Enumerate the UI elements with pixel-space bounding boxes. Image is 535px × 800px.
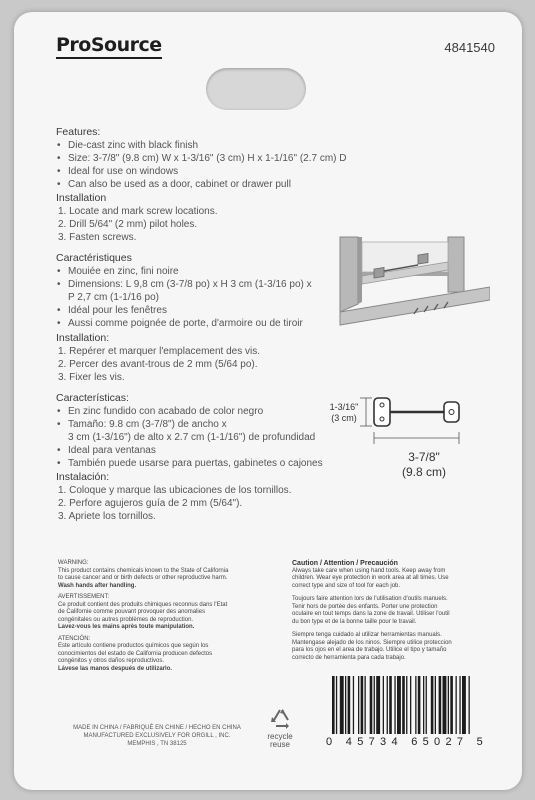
hang-hole (206, 68, 306, 110)
caution-block (292, 560, 512, 662)
install-heading-es: Instalación: (56, 471, 110, 483)
warning-line: conocimientos del estado de California producen defectos (58, 650, 213, 657)
height-inches: 1-3/16" (329, 402, 359, 412)
install-step: 1. Coloque y marque las ubicaciones de los tornillos. (58, 485, 292, 496)
features-list-en (56, 139, 347, 191)
hook-drawing (348, 392, 478, 452)
feature-item-continued: 3 cm (1-3/16") de alto x 2.7 cm (1-1/16") de profundidad (68, 432, 316, 443)
install-step: 2. Percer des avant-trous de 2 mm (5/64 po). (58, 359, 258, 370)
feature-item: • Tamaño: 9.8 cm (3-7/8") de ancho x (56, 418, 323, 431)
features-heading-es: Características: (56, 392, 129, 404)
brand-logo: ProSource (56, 34, 162, 56)
dimension-diagram (329, 392, 478, 479)
install-step: 1. Locate and mark screw locations. (58, 206, 218, 217)
features-heading-fr: Caractéristiques (56, 252, 132, 264)
install-step: 3. Fixer les vis. (58, 372, 125, 383)
install-step: 3. Fasten screws. (58, 232, 137, 243)
install-heading-fr: Installation: (56, 332, 110, 344)
install-step: 2. Drill 5/64" (2 mm) pilot holes. (58, 219, 198, 230)
caution-line: oculaire en tout temps dans la zone de travail. Utiliser l'outil (292, 611, 450, 617)
feature-item: • Idéal pour les fenêtres (56, 304, 312, 317)
caution-line: Toujours faire attention lors de l'utilisation d'outils manuels. (292, 596, 448, 602)
caution-title: Caution / Attention / Precaución (292, 560, 398, 567)
width-dimension (394, 450, 454, 480)
window-installation-illustration (330, 232, 490, 332)
feature-item: • Ideal for use on windows (56, 165, 347, 178)
recycle-label: recycle (267, 732, 293, 741)
warning-line: Este artículo contiene productos químicos que según los (58, 643, 209, 649)
sku-number: 4841540 (444, 40, 495, 55)
made-in-statement (62, 724, 252, 748)
warning-line: congénitales ou autres problèmes de reproduction. (58, 616, 194, 623)
reuse-label: reuse (269, 740, 290, 749)
warning-title-en: WARNING: (58, 560, 89, 566)
recycle-reuse-mark (260, 707, 300, 749)
caution-line: du bon type et de la bonne taille pour le travail. (292, 618, 417, 625)
feature-item-continued: P 2,7 cm (1-1/16 po) (68, 292, 159, 303)
caution-line: Mantengase alejado de los ninos. Siempre utilice proteccion (292, 639, 452, 646)
install-steps-fr (58, 345, 260, 384)
caution-line: Siempre tenga cuidado al utilizar herramientas manuals. (292, 632, 442, 638)
width-cm: (9.8 cm) (401, 465, 446, 479)
feature-item: • Can also be used as a door, cabinet or drawer pull (56, 178, 347, 191)
install-steps-en (58, 205, 218, 244)
caution-line: correcto de herramienta para cada trabajo. (292, 654, 406, 661)
caution-line: para los ojos en el area de trabajo. Utilice el tipo y tamaño (292, 647, 447, 653)
upc-barcode (330, 676, 514, 738)
height-cm: (3 cm) (331, 413, 357, 423)
warning-bold-es: Lávese las manos después de utilizarlo. (58, 665, 173, 672)
feature-item: • Aussi comme poignée de porte, d'armoire ou de tiroir (56, 317, 312, 330)
install-heading-en: Installation (56, 192, 107, 204)
feature-item: • También puede usarse para puertas, gabinetes o cajones (56, 457, 323, 470)
install-steps-es (58, 484, 291, 523)
warning-title-es: ATENCIÓN: (58, 635, 91, 642)
features-heading-en: Features: (56, 126, 101, 138)
warning-bold-fr: Lavez-vous les mains après toute manipulation. (58, 624, 195, 630)
features-list-es (56, 405, 323, 470)
feature-item: • En zinc fundido con acabado de color negro (56, 405, 323, 418)
warning-line: to cause cancer and or birth defects or other reproductive harm. (58, 575, 228, 581)
install-step: 2. Perfore agujeros guía de 2 mm (5/64"). (58, 498, 243, 509)
warning-line: congénitos y otros daños reproductivos. (58, 658, 165, 664)
install-step: 3. Apriete los tornillos. (58, 511, 156, 522)
caution-line: correct type and size of tool for each job. (292, 582, 401, 589)
barcode-number: 0 45734 65027 5 (326, 736, 489, 748)
feature-item: • Die-cast zinc with black finish (56, 139, 347, 152)
feature-item: • Size: 3-7/8" (9.8 cm) W x 1-3/16" (3 cm) H x 1-1/16" (2.7 cm) D (56, 152, 347, 165)
feature-item: • Mouiée en zinc, fini noire (56, 265, 312, 278)
warning-title-fr: AVERTISSEMENT: (58, 594, 110, 600)
warning-line: Ce produit contient des produits chimiques reconnus dans l'Etat (58, 601, 228, 608)
caution-line: Always take care when using hand tools. Keep away from (292, 567, 446, 574)
made-in-line: MADE IN CHINA / FABRIQUÉ EN CHINE / HECHO EN CHINA (73, 725, 241, 731)
install-step: 1. Repérer et marquer l'emplacement des vis. (58, 346, 260, 357)
feature-item: • Ideal para ventanas (56, 444, 323, 457)
height-dimension (324, 402, 364, 424)
warning-bold-en: Wash hands after handling. (58, 582, 137, 589)
warning-line: This product contains chemicals known to the State of California (58, 567, 229, 574)
width-inches: 3-7/8" (408, 450, 440, 464)
prop65-warning (58, 560, 278, 673)
recycle-icon (267, 707, 293, 731)
caution-line: children. Wear eye protection in work area at all times. Use (292, 575, 449, 581)
made-in-line: MEMPHIS , TN 38125 (127, 741, 187, 747)
warning-line: de Californie comme pouvant provoquer des anomalies (58, 609, 206, 615)
feature-item: • Dimensions: L 9,8 cm (3-7/8 po) x H 3 cm (1-3/16 po) x (56, 278, 312, 291)
made-in-line: MANUFACTURED EXCLUSIVELY FOR ORGILL , INC. (83, 733, 231, 739)
caution-line: Tenir hors de portée des enfants. Porter une protection (292, 603, 438, 610)
features-list-fr (56, 265, 312, 330)
